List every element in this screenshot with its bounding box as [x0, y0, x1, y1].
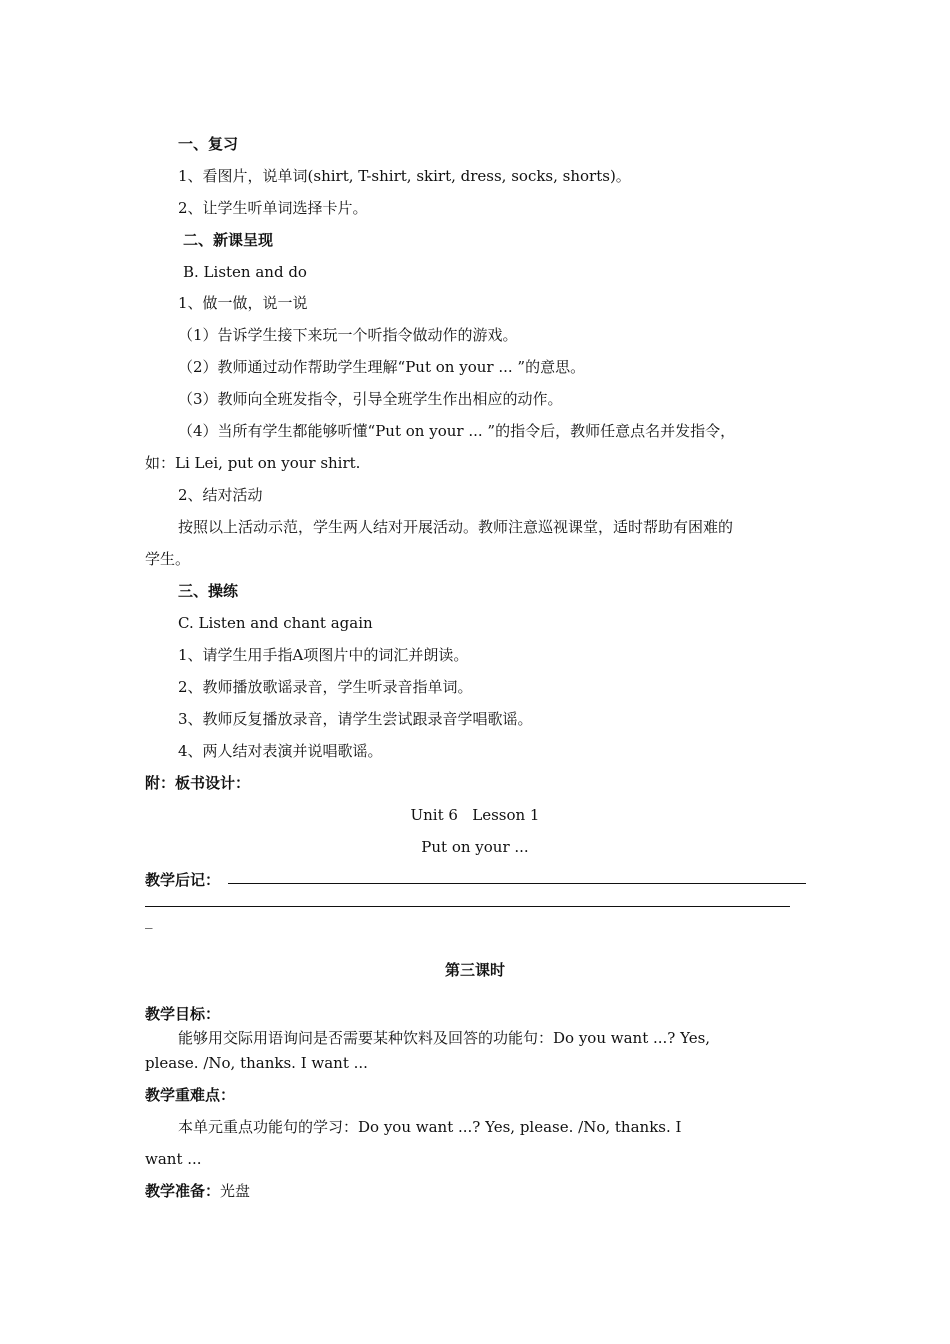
step1-title: 1、做一做，说一说: [178, 294, 308, 312]
lesson3-title: 第三课时: [444, 961, 505, 979]
practice-item-1: 1、请学生用手指A项图片中的词汇并朗读。: [178, 646, 469, 664]
board-line-1: Unit 6 Lesson 1: [410, 806, 540, 824]
goals-text-line-1: 能够用交际用语询问是否需要某种饮料及回答的功能句：Do you want ...? Yes,: [178, 1029, 711, 1047]
new-lesson-heading: 二、新课呈现: [183, 231, 274, 249]
postscript-rule-2: [145, 906, 790, 907]
practice-item-2: 2、教师播放歌谣录音，学生听录音指单词。: [178, 678, 473, 696]
review-item-2: 2、让学生听单词选择卡片。: [178, 199, 368, 217]
practice-item-3: 3、教师反复播放录音，请学生尝试跟录音学唱歌谣。: [178, 710, 533, 728]
review-heading: 一、复习: [178, 135, 239, 153]
key-points-label: 教学重难点：: [145, 1086, 236, 1104]
key-points-text-line-2: want ...: [145, 1150, 202, 1168]
step1-item-4-line-1: （4）当所有学生都能够听懂“Put on your ... ”的指令后，教师任意点名并发指令，: [178, 422, 736, 440]
step1-item-1: （1）告诉学生接下来玩一个听指令做动作的游戏。: [178, 326, 518, 344]
board-heading: 附：板书设计：: [145, 774, 251, 792]
postscript-tail: _: [145, 911, 153, 929]
prep-line: [145, 1181, 250, 1201]
step1-item-2: （2）教师通过动作帮助学生理解“Put on your ... ”的意思。: [178, 358, 586, 376]
step1-item-4-line-2: 如：Li Lei, put on your shirt.: [145, 454, 361, 472]
step2-text-line-2: 学生。: [145, 550, 191, 568]
review-item-1: 1、看图片，说单词(shirt, T-shirt, skirt, dress, socks, shorts)。: [178, 167, 631, 185]
new-lesson-section: B. Listen and do: [183, 263, 307, 281]
step2-title: 2、结对活动: [178, 486, 263, 504]
goals-text-line-2: please. /No, thanks. I want ...: [145, 1054, 368, 1072]
postscript-rule-1: [228, 883, 806, 884]
step2-text-line-1: 按照以上活动示范，学生两人结对开展活动。教师注意巡视课堂，适时帮助有困难的: [178, 518, 734, 536]
postscript-label: 教学后记：: [145, 871, 221, 889]
key-points-text-line-1: 本单元重点功能句的学习：Do you want ...? Yes, please. /No, thanks. I: [178, 1118, 682, 1136]
prep-label: 教学准备：: [145, 1182, 221, 1200]
practice-item-4: 4、两人结对表演并说唱歌谣。: [178, 742, 383, 760]
goals-label: 教学目标：: [145, 1005, 221, 1023]
practice-section: C. Listen and chant again: [178, 614, 373, 632]
prep-value: 光盘: [220, 1182, 251, 1200]
board-line-2: Put on your ...: [421, 838, 529, 856]
practice-heading: 三、操练: [178, 582, 239, 600]
step1-item-3: （3）教师向全班发指令，引导全班学生作出相应的动作。: [178, 390, 563, 408]
